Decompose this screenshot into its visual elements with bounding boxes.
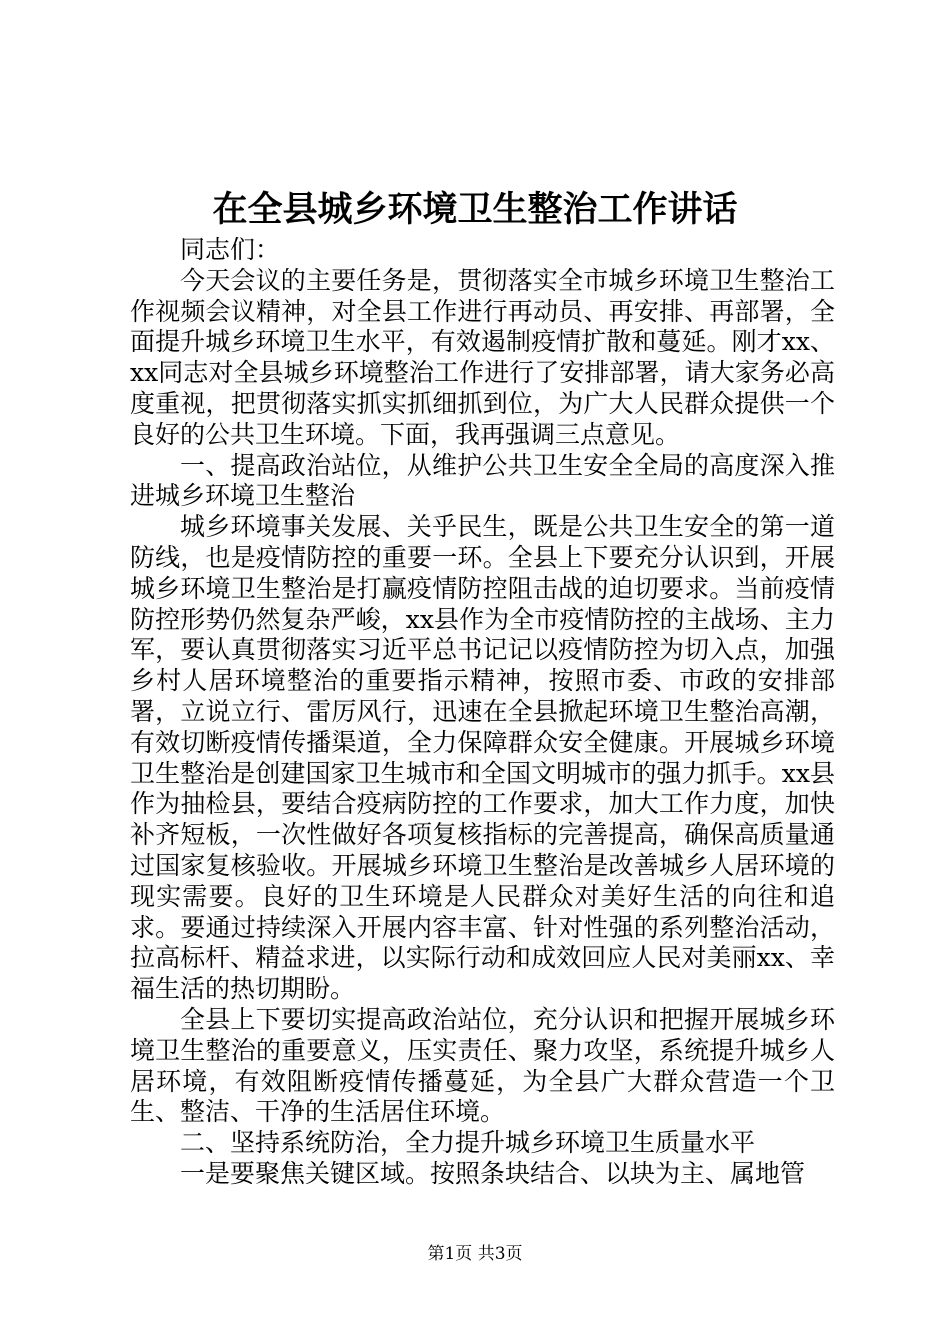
body-paragraph: 全县上下要切实提高政治站位，充分认识和把握开展城乡环境卫生整治的重要意义，压实责任、聚力攻坚，系统提升城乡人居环境，有效阻断疫情传播蔓延，为全县广大群众营造一个卫生、整洁、干净的生活居住环境。 [130,1004,835,1127]
page-number-footer: 第1页 共3页 [427,1244,523,1264]
section-heading-1: 一、提高政治站位，从维护公共卫生安全全局的高度深入推进城乡环境卫生整治 [130,450,835,511]
document-body [130,235,835,1190]
body-paragraph: 城乡环境事关发展、关乎民生，既是公共卫生安全的第一道防线，也是疫情防控的重要一环。全县上下要充分认识到，开展城乡环境卫生整治是打赢疫情防控阻击战的迫切要求。当前疫情防控形势仍然复杂严峻，xx县作为全市疫情防控的主战场、主力军，要认真贯彻落实习近平总书记记以疫情防控为切入点，加强乡村人居环境整治的重要指示精神，按照市委、市政的安排部署，立说立行、雷厉风行，迅速在全县掀起环境卫生整治高潮，有效切断疫情传播渠道，全力保障群众安全健康。开展城乡环境卫生整治是创建国家卫生城市和全国文明城市的强力抓手。xx县作为抽检县，要结合疫病防控的工作要求，加大工作力度，加快补齐短板，一次性做好各项复核指标的完善提高，确保高质量通过国家复核验收。开展城乡环境卫生整治是改善城乡人居环境的现实需要。良好的卫生环境是人民群众对美好生活的向往和追求。要通过持续深入开展内容丰富、针对性强的系列整治活动，拉高标杆、精益求进，以实际行动和成效回应人民对美丽xx、幸福生活的热切期盼。 [130,512,835,1004]
section-heading-2: 二、坚持系统防治，全力提升城乡环境卫生质量水平 [180,1128,756,1158]
intro-paragraph: 今天会议的主要任务是，贯彻落实全市城乡环境卫生整治工作视频会议精神，对全县工作进行再动员、再安排、再部署，全面提升城乡环境卫生水平，有效遏制疫情扩散和蔓延。刚才xx、xx同志对全县城乡环境整治工作进行了安排部署，请大家务必高度重视，把贯彻落实抓实抓细抓到位，为广大人民群众提供一个良好的公共卫生环境。下面，我再强调三点意见。 [130,265,835,449]
salutation-paragraph: 同志们： [180,235,281,264]
document-title: 在全县城乡环境卫生整治工作讲话 [212,189,738,230]
body-paragraph: 一是要聚焦关键区域。按照条块结合、以块为主、属地管 [180,1158,806,1188]
